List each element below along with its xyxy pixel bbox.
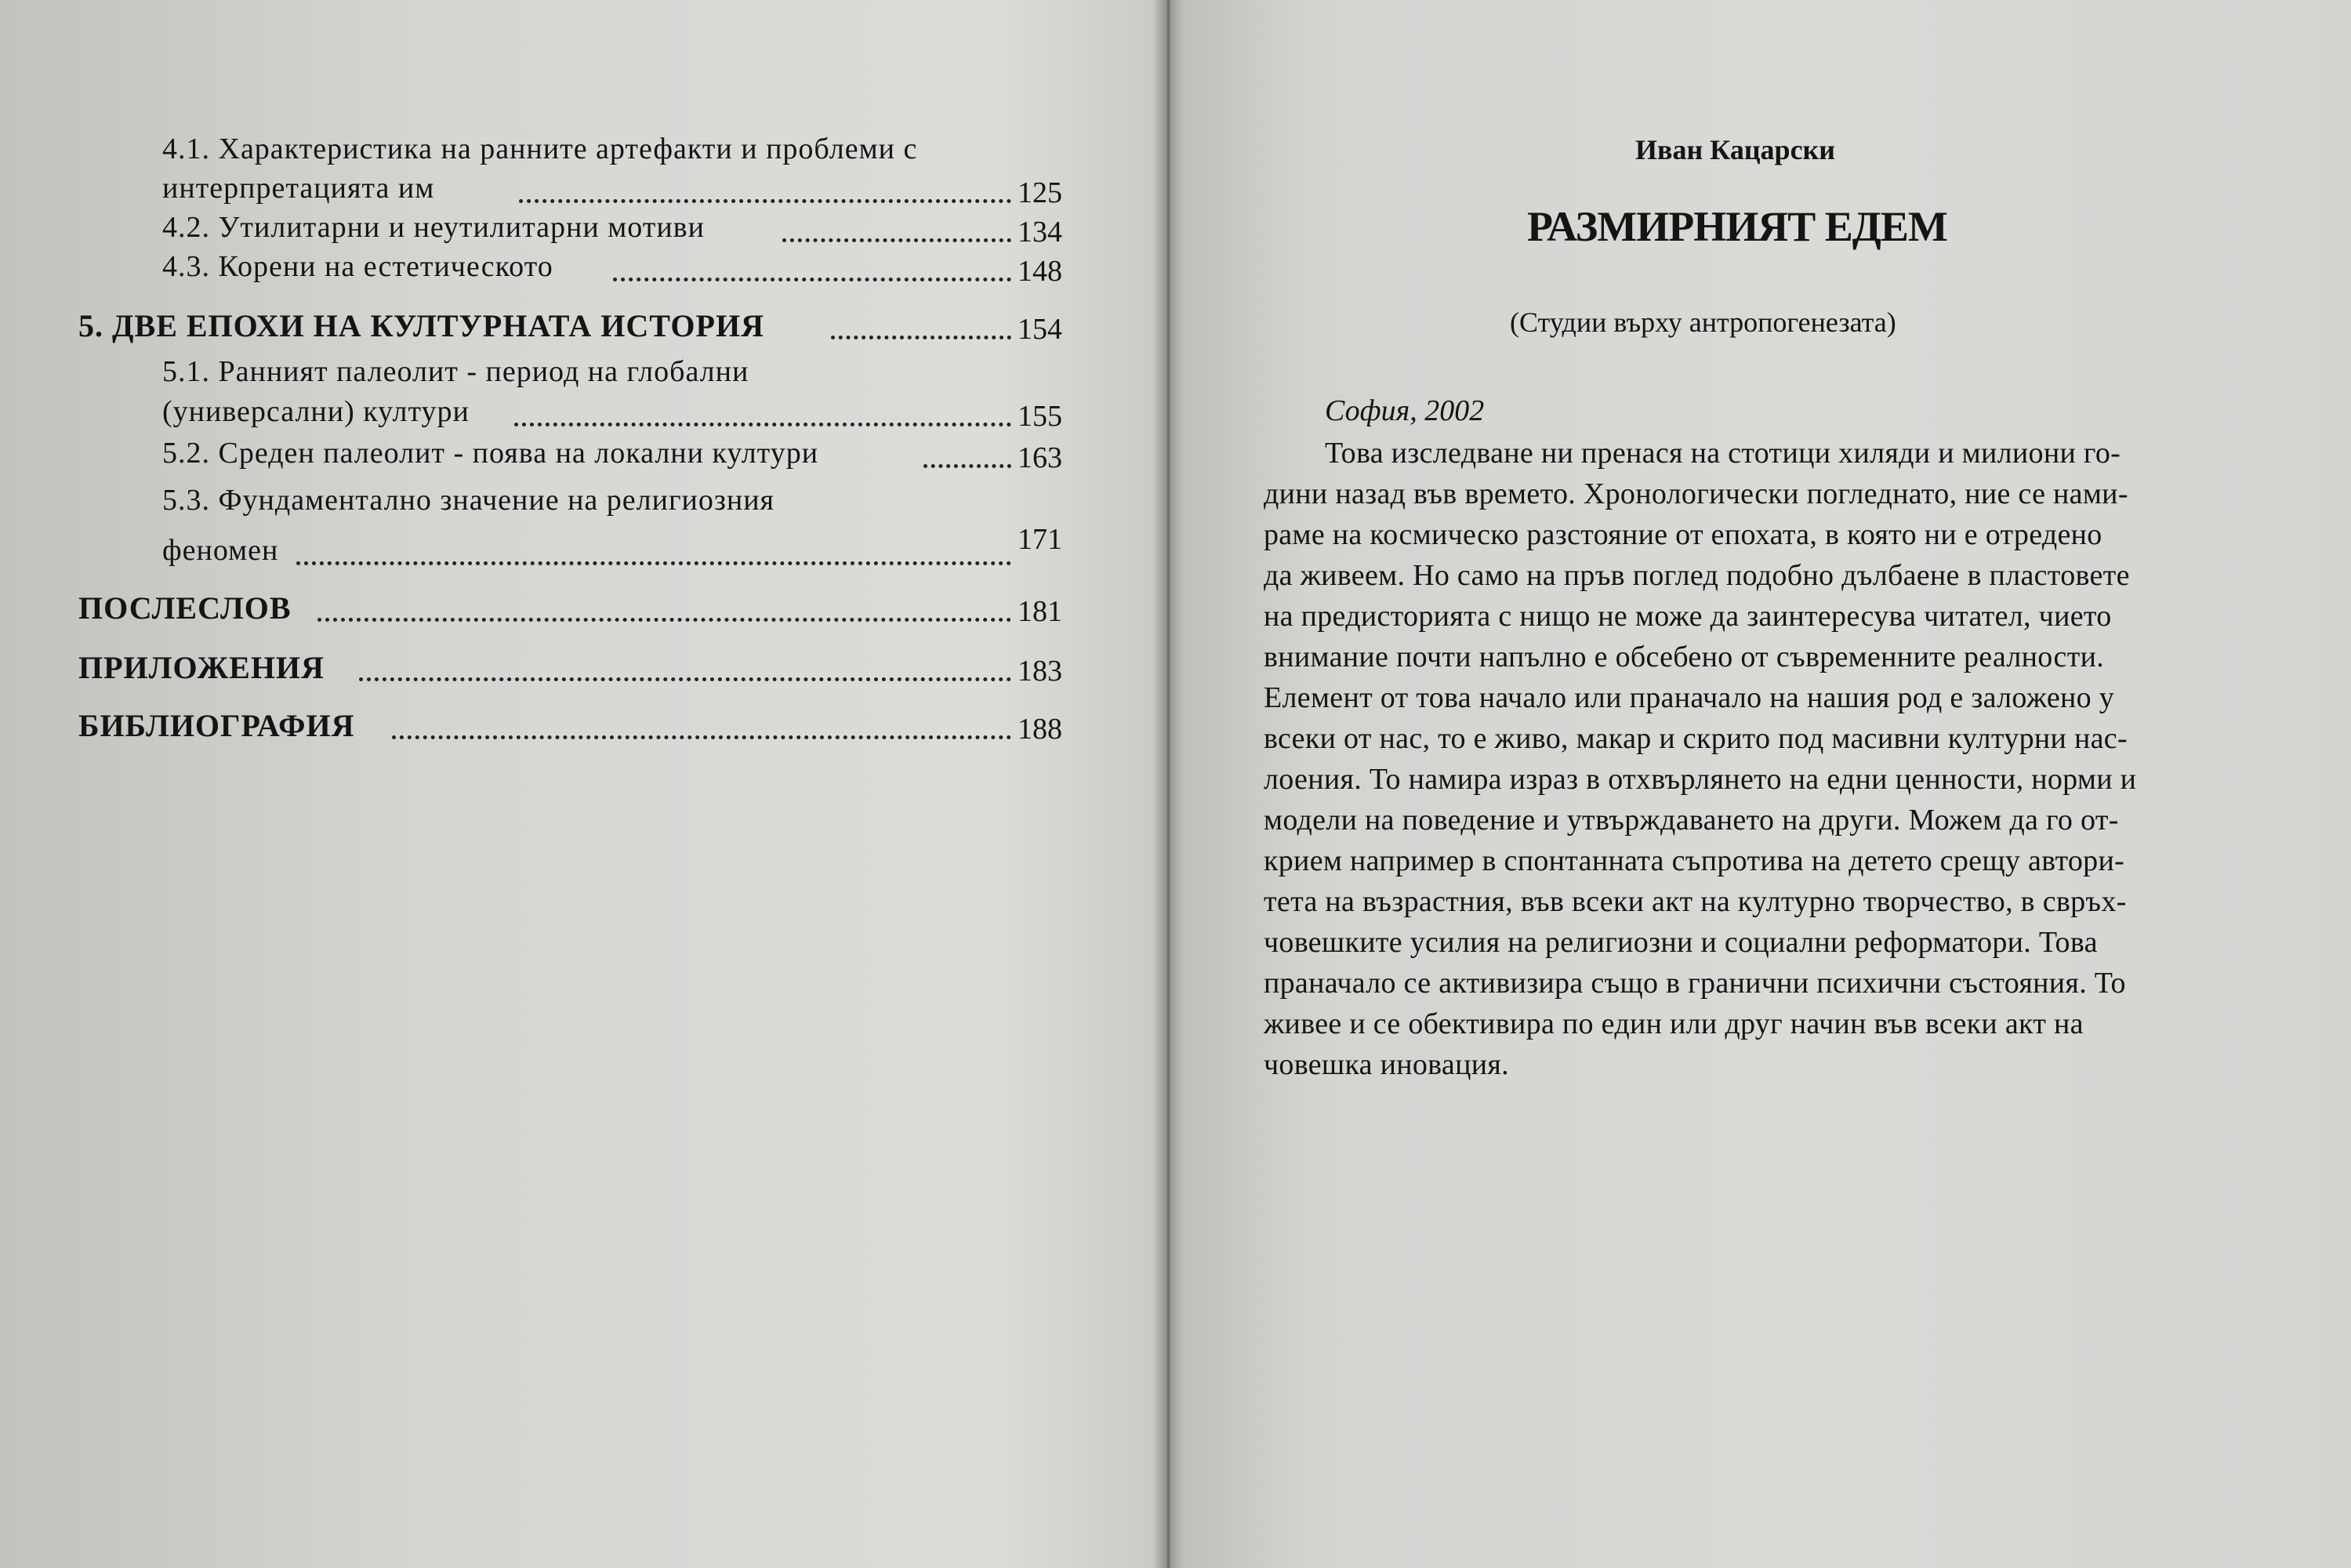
toc-leader-dots [514,423,1011,426]
toc-leader-dots [782,238,1011,242]
toc-page-number: 163 [1018,441,1062,474]
toc-entry-text: 5.2. Среден палеолит - поява на локални култури [162,437,819,470]
toc-leader-dots [296,561,1011,565]
toc-chapter-5 [0,307,1168,354]
toc-entry-4-3 [0,249,1168,296]
toc-chapter-title: ПОСЛЕСЛОВ [78,590,292,626]
body-line: човешките усилия на религиозни и социални реформатори. Това [1264,926,2098,959]
body-line: крием например в спонтанната съпротива на детето срещу автори- [1264,844,2125,877]
toc-entry-5-3-line-2 [0,533,1168,580]
body-line: на предисторията с нищо не може да заинтересува читател, чието [1264,600,2112,633]
body-line: човешка иновация. [1264,1048,1509,1081]
toc-entry-text: 4.3. Корени на естетическото [162,250,553,283]
toc-bibliography [0,707,1168,754]
toc-page-number: 154 [1018,313,1062,346]
body-line: модели на поведение и утвърждаването на други. Можем да го от- [1264,804,2119,837]
body-line: праначало се активизира също в гранични психични състояния. То [1264,967,2126,1000]
toc-leader-dots [317,618,1011,622]
toc-leader-dots [831,336,1011,339]
toc-entry-5-1-line-2 [0,394,1168,441]
toc-page-number: 148 [1018,255,1062,288]
toc-entry-5-2 [0,436,1168,483]
body-line: дини назад във времето. Хронологически погледнато, ние се нами- [1264,477,2128,510]
body-line: Елемент от това начало или праначало на нашия род е заложено у [1264,681,2115,714]
left-page-table-of-contents [0,0,1168,1568]
toc-page-number: 125 [1018,176,1062,209]
book-gutter-shadow [1152,0,1184,1568]
toc-leader-dots [359,677,1011,681]
toc-entry-text: 5.1. Ранният палеолит - период на глобални [162,355,749,388]
toc-entry-text: феномен [162,534,279,567]
toc-page-number: 183 [1018,655,1062,688]
toc-page-number: 171 [1018,523,1062,556]
toc-chapter-title: ПРИЛОЖЕНИЯ [78,650,325,685]
toc-leader-dots [613,278,1011,281]
body-line: лоения. То намира израз в отхвърлянето на едни ценности, норми и [1264,763,2137,796]
body-line: тета на възрастния, във всеки акт на културно творчество, в свръх- [1264,885,2127,918]
toc-leader-dots [923,464,1011,468]
body-line: Това изследване ни пренася на стотици хиляди и милиони го- [1325,437,2121,470]
toc-entry-text: (универсални) култури [162,395,470,428]
body-line: да живеем. Но само на пръв поглед подобно дълбаене в пластовете [1264,559,2130,592]
body-line: внимание почти напълно е обсебено от съвременните реалности. [1264,641,2105,673]
toc-entry-text: 5.3. Фундаментално значение на религиозния [162,484,775,517]
toc-chapter-title: БИБЛИОГРАФИЯ [78,708,355,743]
toc-page-number: 155 [1018,400,1062,433]
toc-entry-text: 4.1. Характеристика на ранните артефакти и проблеми с [162,132,918,165]
toc-leader-dots [392,735,1011,739]
toc-page-number: 134 [1018,216,1062,249]
book-subtitle: (Студии върху антропогенезата) [1510,307,1896,338]
body-line: живее и се обективира по един или друг начин във всеки акт на [1264,1007,2084,1040]
body-line: раме на космическо разстояние от епохата, в която ни е отредено [1264,518,2102,551]
book-title: РАЗМИРНИЯТ ЕДЕМ [1527,203,1947,250]
toc-leader-dots [519,199,1011,203]
toc-afterword [0,590,1168,637]
toc-appendices [0,649,1168,696]
toc-page-number: 188 [1018,713,1062,746]
body-line: всеки от нас, то е живо, макар и скрито под масивни културни нас- [1264,722,2128,755]
toc-chapter-title: 5. ДВЕ ЕПОХИ НА КУЛТУРНАТА ИСТОРИЯ [78,308,764,343]
author-name: Иван Кацарски [1635,134,1836,165]
toc-entry-text: 4.2. Утилитарни и неутилитарни мотиви [162,211,705,244]
toc-page-number: 181 [1018,595,1062,628]
toc-entry-text: интерпретацията им [162,172,435,205]
place-and-date: София, 2002 [1325,394,1485,427]
